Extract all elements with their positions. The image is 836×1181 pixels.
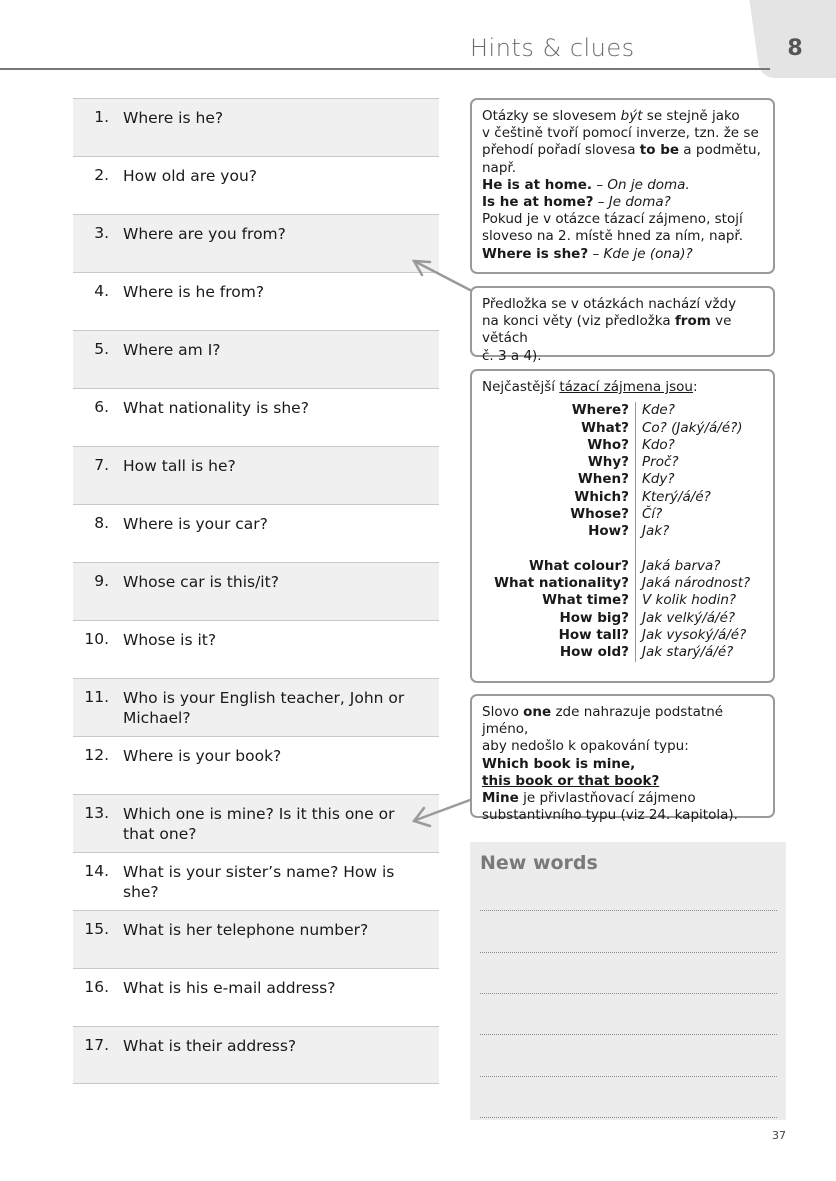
question-word-en: What time? bbox=[482, 592, 636, 609]
question-number: 17. bbox=[84, 1036, 109, 1054]
question-number: 12. bbox=[84, 746, 109, 764]
hint-text: – bbox=[592, 176, 608, 193]
question-word-row bbox=[482, 454, 763, 471]
hint-text: one bbox=[523, 704, 552, 720]
question-text: How tall is he? bbox=[123, 457, 236, 475]
arrow-to-q13 bbox=[416, 800, 470, 820]
hint-text: Nejčastější bbox=[482, 379, 560, 395]
question-text: How old are you? bbox=[123, 167, 257, 185]
hint-text: v češtině tvoří pomocí inverze, tzn. že se bbox=[482, 125, 759, 142]
question-number: 2. bbox=[94, 166, 109, 184]
question-word-row bbox=[482, 627, 763, 644]
hint-text: Where is she? bbox=[482, 245, 589, 262]
question-word-cz: Který/á/é? bbox=[642, 488, 711, 505]
question-word-en: What colour? bbox=[482, 558, 636, 575]
hint-text: aby nedošlo k opakování typu: bbox=[482, 738, 689, 755]
question-number: 10. bbox=[84, 630, 109, 648]
question-text: Which one is mine? Is it this one or that one? bbox=[123, 805, 395, 843]
question-text: Where is he? bbox=[123, 109, 224, 127]
question-word-en: Which? bbox=[482, 489, 636, 506]
question-number: 15. bbox=[84, 920, 109, 938]
question-word-en: What? bbox=[482, 420, 636, 437]
writing-line bbox=[480, 1076, 777, 1077]
question-word-en: Where? bbox=[482, 402, 636, 419]
hint-text: Je doma? bbox=[608, 194, 671, 211]
question-text: Whose is it? bbox=[123, 631, 217, 649]
question-number: 1. bbox=[94, 108, 109, 126]
hint-text: být bbox=[620, 108, 643, 124]
question-word-en: How tall? bbox=[482, 627, 636, 644]
hint-text: přehodí pořadí slovesa bbox=[482, 142, 640, 159]
question-word-row bbox=[482, 610, 763, 627]
question-word-row bbox=[482, 489, 763, 506]
question-word-cz: Kdo? bbox=[642, 436, 675, 453]
question-word-cz: Jak? bbox=[642, 523, 670, 540]
hint-text: – bbox=[588, 245, 604, 262]
hint-text: this book or that book? bbox=[482, 772, 660, 789]
question-word-spacer bbox=[482, 541, 763, 558]
question-word-cz: Jak vysoký/á/é? bbox=[642, 627, 747, 644]
hint-text: – bbox=[593, 194, 609, 211]
question-number: 13. bbox=[84, 804, 109, 822]
question-word-row bbox=[482, 523, 763, 540]
question-text: Where is your car? bbox=[123, 515, 268, 533]
question-word-en: Whose? bbox=[482, 506, 636, 523]
hint-box-preposition bbox=[470, 286, 775, 364]
question-number: 11. bbox=[84, 688, 109, 706]
hint-text: na konci věty (viz předložka bbox=[482, 313, 675, 330]
question-word-cz: Jaká barva? bbox=[642, 557, 721, 574]
question-number: 5. bbox=[94, 340, 109, 358]
hint-text: č. 3 a 4). bbox=[482, 347, 542, 364]
question-word-en: How big? bbox=[482, 610, 636, 627]
hint-text: Kde je (ona)? bbox=[603, 245, 693, 262]
hint-text: Předložka se v otázkách nachází vždy bbox=[482, 296, 737, 312]
question-word-en: What nationality? bbox=[482, 575, 636, 592]
question-word-en: Who? bbox=[482, 437, 636, 454]
arrow-to-q3 bbox=[416, 262, 470, 290]
question-word-row bbox=[482, 506, 763, 523]
question-word-cz: Jaká národnost? bbox=[642, 575, 751, 592]
new-words-panel bbox=[470, 842, 786, 1120]
question-word-cz: Jak starý/á/é? bbox=[642, 644, 734, 661]
writing-line bbox=[480, 910, 777, 911]
question-word-cz: Co? (Jaký/á/é?) bbox=[642, 419, 743, 436]
question-word-cz: Kde? bbox=[642, 402, 675, 419]
hint-text: He is at home. bbox=[482, 176, 593, 193]
hint-text: ve větách bbox=[482, 313, 732, 347]
question-text: What is their address? bbox=[123, 1037, 297, 1055]
question-word-en: How old? bbox=[482, 644, 636, 661]
hint-text: substantivního typu (viz 24. kapitola). bbox=[482, 807, 738, 824]
question-word-row bbox=[482, 558, 763, 575]
question-word-row bbox=[482, 437, 763, 454]
hint-text: Otázky se slovesem bbox=[482, 108, 621, 124]
question-word-row bbox=[482, 402, 763, 419]
question-word-cz: Jak velký/á/é? bbox=[642, 609, 736, 626]
question-text: What is her telephone number? bbox=[123, 921, 369, 939]
hint-text: Is he at home? bbox=[482, 194, 594, 211]
question-number: 4. bbox=[94, 282, 109, 300]
page-title: Hints & clues bbox=[470, 34, 635, 62]
hint-text: Which book is mine, bbox=[482, 755, 636, 772]
question-number: 3. bbox=[94, 224, 109, 242]
question-number: 14. bbox=[84, 862, 109, 880]
question-word-cz: V kolik hodin? bbox=[642, 592, 737, 609]
question-word-cz: Kdy? bbox=[642, 471, 675, 488]
question-word-en: When? bbox=[482, 471, 636, 488]
question-word-en: How? bbox=[482, 523, 636, 540]
question-text: Who is your English teacher, John or Michael? bbox=[123, 689, 405, 727]
question-word-row bbox=[482, 644, 763, 661]
question-text: Whose car is this/it? bbox=[123, 573, 279, 591]
question-text: Where are you from? bbox=[123, 225, 286, 243]
hint-text: from bbox=[674, 313, 711, 330]
chapter-number: 8 bbox=[787, 36, 803, 61]
hint-text: Slovo bbox=[482, 704, 524, 720]
hint-box-question-words bbox=[470, 369, 775, 683]
hint-text: je přivlastňovací zájmeno bbox=[518, 790, 696, 807]
question-number: 9. bbox=[94, 572, 109, 590]
hint-text: Mine bbox=[482, 790, 519, 807]
question-words-table bbox=[482, 402, 763, 661]
question-word-cz: Proč? bbox=[642, 454, 679, 471]
question-text: Where is your book? bbox=[123, 747, 282, 765]
question-text: Where is he from? bbox=[123, 283, 265, 301]
question-number: 16. bbox=[84, 978, 109, 996]
hint-text: zde nahrazuje podstatné jméno, bbox=[482, 704, 724, 738]
question-word-row bbox=[482, 471, 763, 488]
question-text: What is your sister’s name? How is she? bbox=[123, 863, 395, 901]
question-word-row bbox=[482, 575, 763, 592]
writing-line bbox=[480, 952, 777, 953]
question-word-row bbox=[482, 420, 763, 437]
hint-text: tázací zájmena jsou bbox=[559, 379, 693, 395]
hint-text: sloveso na 2. místě hned za ním, např. bbox=[482, 228, 744, 245]
question-number: 7. bbox=[94, 456, 109, 474]
question-word-en: Why? bbox=[482, 454, 636, 471]
hint-text: např. bbox=[482, 159, 517, 176]
hint-box-inversion bbox=[470, 98, 775, 274]
new-words-title: New words bbox=[480, 852, 598, 874]
writing-line bbox=[480, 993, 777, 994]
hint-text: se stejně jako bbox=[642, 108, 740, 124]
question-word-row bbox=[482, 592, 763, 609]
hint-text: : bbox=[693, 379, 698, 395]
question-text: Where am I? bbox=[123, 341, 221, 359]
question-word-cz: Čí? bbox=[642, 505, 663, 522]
question-text: What is his e-mail address? bbox=[123, 979, 336, 997]
page-number: 37 bbox=[772, 1129, 786, 1142]
question-number: 8. bbox=[94, 514, 109, 532]
writing-line bbox=[480, 1034, 777, 1035]
question-text: What nationality is she? bbox=[123, 399, 309, 417]
hint-box-one bbox=[470, 694, 775, 824]
question-number: 6. bbox=[94, 398, 109, 416]
hint-text: to be bbox=[639, 142, 680, 159]
hint-text: On je doma. bbox=[607, 176, 690, 193]
hint-text: a podmětu, bbox=[679, 142, 761, 159]
writing-line bbox=[480, 1117, 777, 1118]
hint-text: Pokud je v otázce tázací zájmeno, stojí bbox=[482, 211, 743, 228]
